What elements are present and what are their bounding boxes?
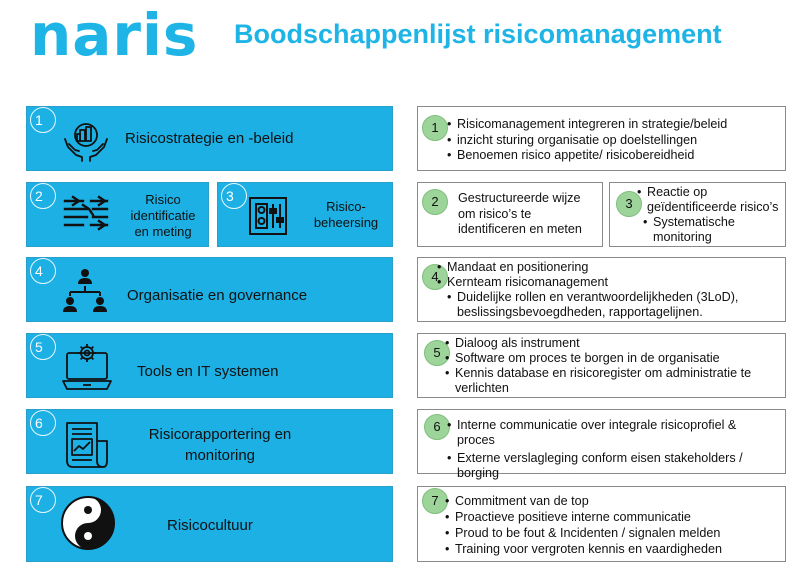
list-item: • Commitment van de top xyxy=(444,493,722,509)
naris-logo: naris xyxy=(30,1,199,69)
detail-box-4 xyxy=(417,257,786,322)
bullet-list xyxy=(444,336,751,396)
list-item: • Training voor vergroten kennis en vaardigheden xyxy=(444,541,722,557)
list-item: • Benoemen risico appetite/ risicobereidheid xyxy=(446,148,727,164)
block-label xyxy=(306,199,386,231)
list-item: borging xyxy=(457,466,500,480)
number-badge: 7 xyxy=(422,488,448,514)
block-6-rapportering xyxy=(26,409,393,474)
detail-box-1 xyxy=(417,106,786,171)
list-item: • inzicht sturing organisatie op doelstellingen xyxy=(446,133,727,149)
block-number: 7 xyxy=(35,492,43,508)
block-number: 3 xyxy=(226,188,234,204)
list-item: • Systematische xyxy=(642,215,778,230)
list-item: • Dialoog als instrument xyxy=(444,336,751,351)
bullet-list xyxy=(446,418,743,481)
block-2-risico-identificatie xyxy=(26,182,209,247)
detail-box-5 xyxy=(417,333,786,398)
block-number: 2 xyxy=(35,188,43,204)
laptop-gear-icon xyxy=(61,343,113,393)
list-item: • Kennis database en risicoregister om administratie te xyxy=(444,366,751,381)
bullet-list xyxy=(444,493,722,557)
list-item: • Proud to be fout & Incidenten / signalen melden xyxy=(444,525,722,541)
list-item: proces xyxy=(457,433,495,447)
label-line: Risico- xyxy=(326,199,366,214)
list-item: • Reactie op xyxy=(636,185,778,200)
label-line: monitoring xyxy=(184,447,256,464)
list-item: monitoring xyxy=(653,230,712,244)
hands-building-icon xyxy=(62,117,110,165)
report-icon xyxy=(65,421,111,469)
detail-text xyxy=(458,191,582,238)
block-3-risico-beheersing xyxy=(217,182,393,247)
list-item: • Kernteam risicomanagement xyxy=(436,275,738,290)
label-line: en meting xyxy=(134,224,192,239)
number-badge: 3 xyxy=(616,191,642,217)
block-number: 1 xyxy=(35,112,43,128)
bullet-list xyxy=(436,260,738,320)
list-item: • Software om proces te borgen in de organisatie xyxy=(444,351,751,366)
number-circle xyxy=(221,183,247,209)
block-number: 4 xyxy=(35,263,43,279)
detail-box-3 xyxy=(609,182,786,247)
block-number: 6 xyxy=(35,415,43,431)
label-line: beheersing xyxy=(313,215,379,230)
yin-yang-icon xyxy=(60,495,116,551)
label-line: Risicorapportering en xyxy=(148,426,292,443)
number-badge: 5 xyxy=(424,340,450,366)
text-line: identificeren en meten xyxy=(458,222,582,237)
block-label: Tools en IT systemen xyxy=(137,363,279,380)
number-circle xyxy=(30,107,56,133)
number-badge: 6 xyxy=(424,414,450,440)
list-item: • Risicomanagement integreren in strategie/beleid xyxy=(446,117,727,133)
list-item: • Mandaat en positionering xyxy=(436,260,738,275)
control-panel-icon xyxy=(248,196,288,236)
block-label xyxy=(123,192,203,240)
bullet-list xyxy=(636,185,778,245)
detail-box-7 xyxy=(417,486,786,562)
label-line: identificatie xyxy=(130,208,196,223)
bullet-list xyxy=(446,117,727,164)
text-line: Gestructureerde wijze xyxy=(458,191,581,205)
block-label: Risicocultuur xyxy=(167,517,253,534)
list-item: geïdentificeerde risico’s xyxy=(647,200,779,214)
block-1-risicostrategie xyxy=(26,106,393,171)
number-badge: 2 xyxy=(422,189,448,215)
number-badge: 4 xyxy=(422,264,448,290)
page-title: Boodschappenlijst risicomanagement xyxy=(234,19,722,49)
org-chart-icon xyxy=(61,267,109,315)
list-item: verlichten xyxy=(455,381,509,395)
detail-box-6 xyxy=(417,409,786,480)
number-badge: 1 xyxy=(422,115,448,141)
text-line: om risico’s te xyxy=(458,206,532,221)
list-item: • Duidelijke rollen en verantwoordelijkheden (3LoD), xyxy=(446,290,738,305)
block-label xyxy=(135,424,305,466)
block-4-organisatie xyxy=(26,257,393,322)
block-label: Organisatie en governance xyxy=(127,287,308,304)
arrows-icon xyxy=(63,195,109,235)
list-item: beslissingsbevoegdheden, rapportagelijnen. xyxy=(457,305,703,319)
detail-box-2 xyxy=(417,182,603,247)
block-label: Risicostrategie en -beleid xyxy=(125,130,294,147)
block-number: 5 xyxy=(35,339,43,355)
list-item: • Interne communicatie over integrale risicoprofiel & xyxy=(446,418,743,433)
number-circle xyxy=(30,410,56,436)
list-item: • Externe verslagleging conform eisen stakeholders / xyxy=(446,451,743,466)
number-circle xyxy=(30,183,56,209)
block-5-tools xyxy=(26,333,393,398)
block-7-risicocultuur xyxy=(26,486,393,562)
number-circle xyxy=(30,334,56,360)
number-circle xyxy=(30,258,56,284)
number-circle xyxy=(30,487,56,513)
list-item: • Proactieve positieve interne communicatie xyxy=(444,509,722,525)
label-line: Risico xyxy=(145,192,181,207)
